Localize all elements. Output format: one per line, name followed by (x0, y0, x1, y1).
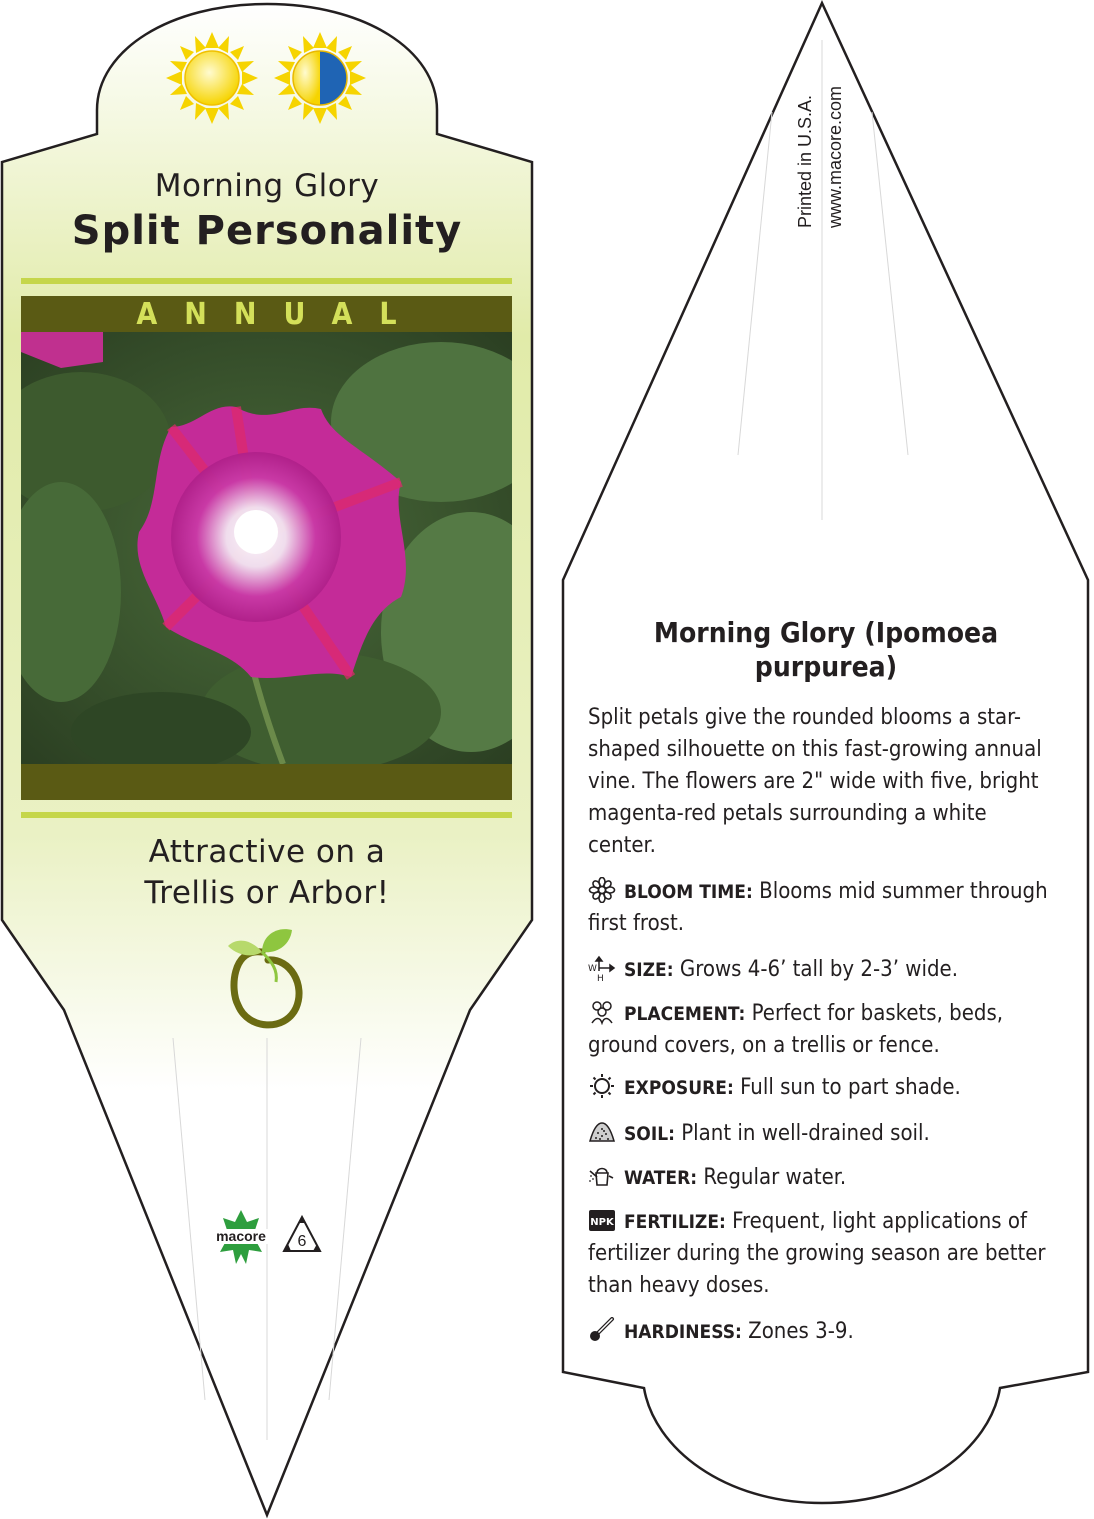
printed-in-usa: Printed in U.S.A. (795, 94, 815, 228)
care-placement (588, 998, 1060, 1062)
watering-can-icon (588, 1163, 616, 1189)
tagline-line-2: Trellis or Arbor! (144, 875, 390, 911)
size-icon (588, 955, 616, 981)
thermometer-icon (588, 1317, 616, 1343)
water-text: Regular water. (703, 1165, 847, 1190)
soil-label: SOIL: (624, 1123, 675, 1145)
website-url[interactable]: www.macore.com (825, 85, 845, 228)
hardiness-text: Zones 3-9. (748, 1319, 854, 1344)
plant-description: Split petals give the rounded blooms a star-shaped silhouette on this fast-growing annual vine. The flowers are 2" wide with five, bright magenta-red petals surrounding a white center. (588, 705, 1042, 858)
recycle-code: 6 (297, 1233, 307, 1250)
photo-bottom-band (21, 764, 512, 800)
size-label: SIZE: (624, 959, 674, 981)
care-water (588, 1162, 1060, 1194)
variety-name: Split Personality (71, 208, 463, 254)
care-soil (588, 1118, 1060, 1150)
care-hardiness (588, 1316, 1060, 1348)
accent-line (21, 812, 512, 818)
bloom-time-text: Blooms mid summer through first frost. (588, 879, 1048, 936)
hardiness-label: HARDINESS: (624, 1321, 742, 1343)
accent-line (21, 278, 512, 284)
size-icon-h: H (597, 974, 604, 981)
fertilize-label: FERTILIZE: (624, 1211, 726, 1233)
npk-icon (588, 1207, 616, 1233)
npk-icon-text: NPK (590, 1217, 614, 1228)
recycle-6-icon (280, 1213, 324, 1257)
fertilize-text: Frequent, light applications of fertilizer during the growing season are better than heavy doses. (588, 1209, 1046, 1298)
soil-icon (588, 1119, 616, 1145)
plant-type-label: ANNUAL (136, 297, 424, 332)
soil-text: Plant in well-drained soil. (681, 1121, 930, 1146)
placement-icon (588, 999, 616, 1025)
tagline-line-1: Attractive on a (148, 834, 386, 870)
flower-icon (588, 877, 616, 903)
placement-text: Perfect for baskets, beds, ground covers, on a trellis or fence. (588, 1001, 1004, 1058)
plant-photo (21, 332, 512, 764)
exposure-label: EXPOSURE: (624, 1077, 734, 1099)
care-size (588, 954, 1060, 986)
macore-logo-text: macore (216, 1228, 266, 1244)
printed-info (790, 86, 850, 228)
common-name: Morning Glory (154, 168, 380, 204)
tagline (60, 832, 474, 914)
care-bloom-time (588, 876, 1060, 940)
placement-label: PLACEMENT: (624, 1003, 746, 1025)
care-fertilize (588, 1206, 1060, 1302)
water-label: WATER: (624, 1167, 698, 1189)
macore-logo (204, 1208, 278, 1268)
bloom-time-label: BLOOM TIME: (624, 881, 753, 903)
plant-title: Morning Glory (Ipomoea purpurea) (653, 616, 999, 683)
exposure-text: Full sun to part shade. (740, 1075, 961, 1100)
size-text: Grows 4-6’ tall by 2-3’ wide. (679, 957, 958, 982)
sun-exposure-icon (588, 1073, 616, 1099)
size-icon-w: W (588, 964, 597, 974)
care-exposure (588, 1072, 1060, 1104)
